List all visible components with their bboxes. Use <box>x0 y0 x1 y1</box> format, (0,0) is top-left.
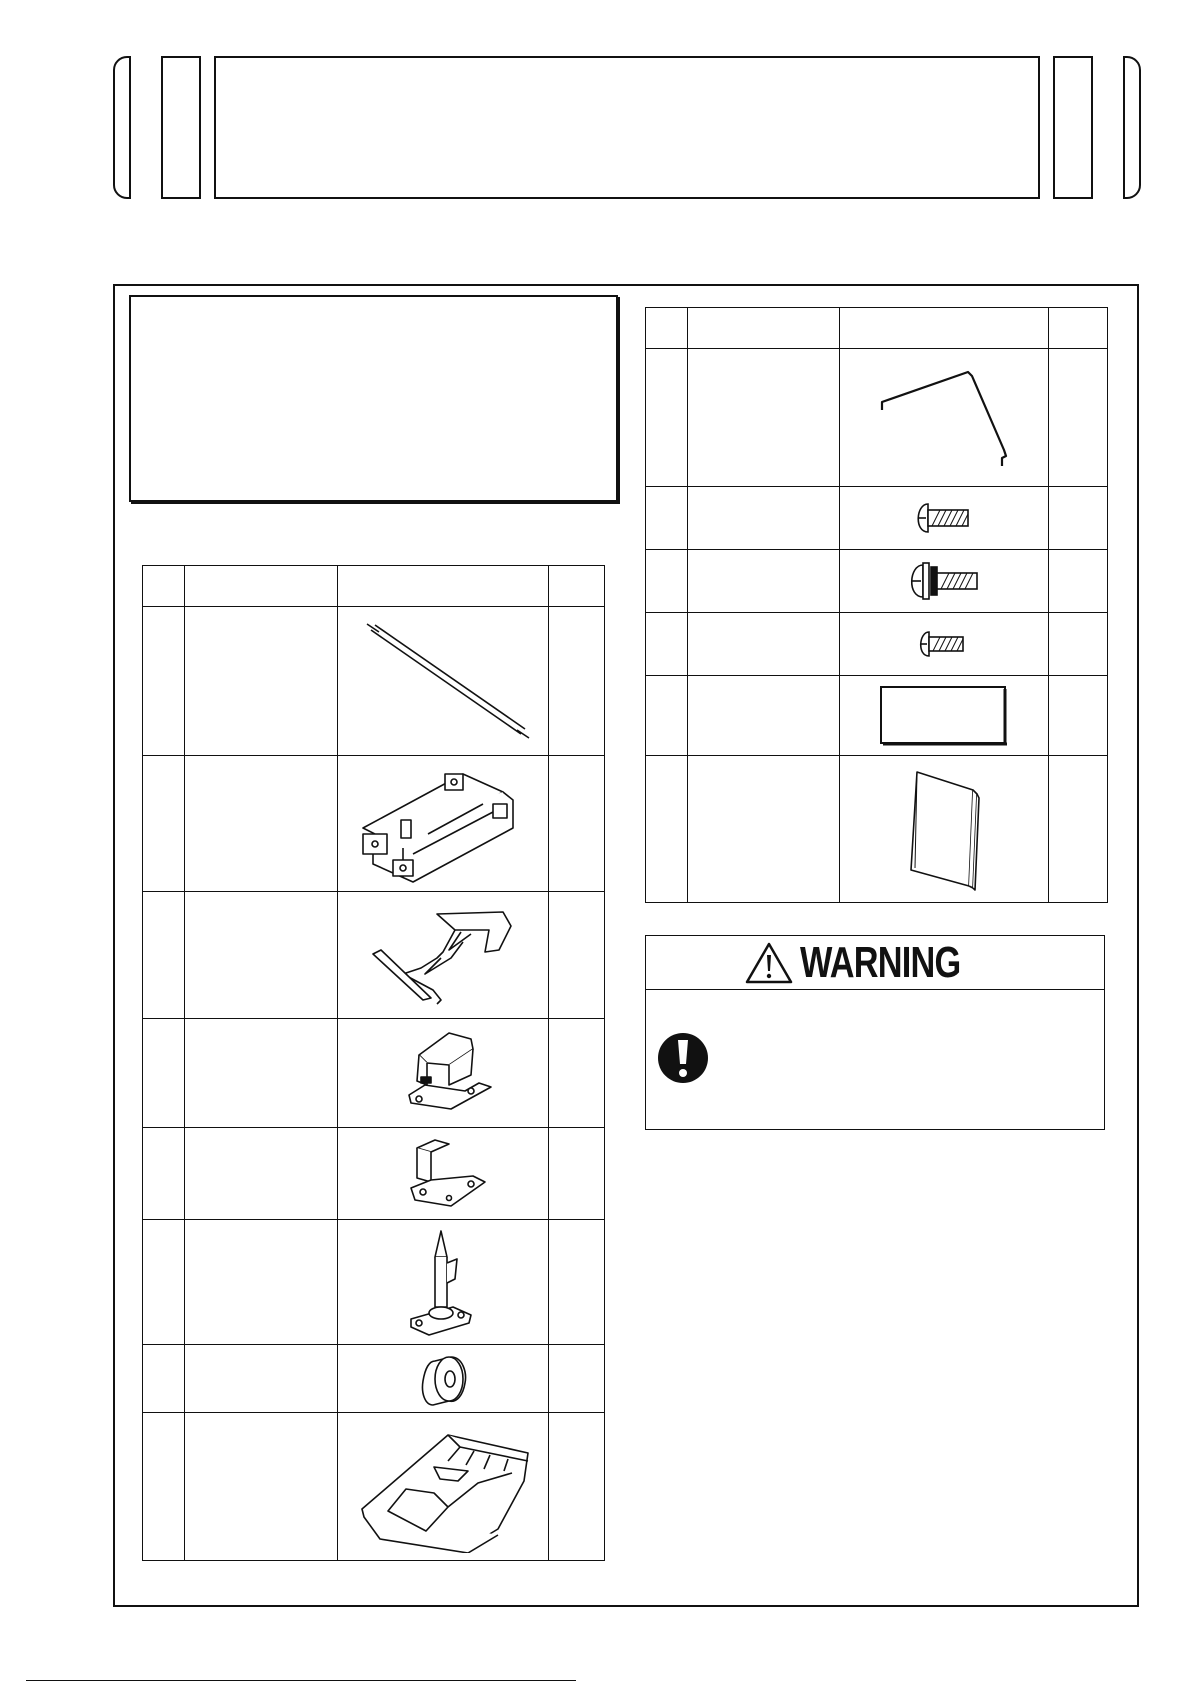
row-qty <box>1049 349 1108 487</box>
screw-washer-icon <box>899 559 989 603</box>
table-row <box>646 613 1108 676</box>
table-row <box>143 1413 605 1561</box>
row-name <box>688 613 840 676</box>
banner-title-box <box>214 56 1040 199</box>
row-qty <box>1049 550 1108 613</box>
header-no <box>646 308 688 349</box>
row-qty <box>549 1413 605 1561</box>
rod-icon <box>353 616 533 746</box>
header-name <box>185 566 338 607</box>
footer-rule <box>26 1680 576 1681</box>
warning-title: WARNING <box>800 937 961 987</box>
guide-plate-icon <box>353 900 533 1010</box>
parts-table-left <box>142 565 605 1561</box>
row-qty <box>1049 676 1108 756</box>
table-row <box>143 1128 605 1220</box>
table-header-row <box>646 308 1108 349</box>
parts-table-right <box>645 307 1108 903</box>
row-qty <box>549 607 605 756</box>
table-row <box>646 349 1108 487</box>
roller-icon <box>353 1349 533 1409</box>
row-qty <box>549 1345 605 1413</box>
table-row <box>143 1220 605 1345</box>
row-no <box>143 1128 185 1220</box>
header-qty <box>549 566 605 607</box>
row-no <box>143 1345 185 1413</box>
header-banner <box>113 56 1141 197</box>
header-no <box>143 566 185 607</box>
table-row <box>143 756 605 892</box>
row-name <box>185 1345 338 1413</box>
table-row <box>646 676 1108 756</box>
header-shape <box>840 308 1049 349</box>
manual-icon <box>889 764 999 894</box>
table-row <box>143 1019 605 1128</box>
row-qty <box>549 756 605 892</box>
row-no <box>143 892 185 1019</box>
holder-icon <box>353 1025 533 1121</box>
warning-box <box>645 935 1105 1130</box>
row-qty <box>1049 487 1108 550</box>
row-no <box>646 550 688 613</box>
table-row <box>143 892 605 1019</box>
row-no <box>143 1019 185 1128</box>
frame-bracket-icon <box>353 764 533 884</box>
row-no <box>646 756 688 903</box>
row-name <box>185 607 338 756</box>
row-qty <box>549 1019 605 1128</box>
small-screw-icon <box>909 626 979 662</box>
row-no <box>143 1413 185 1561</box>
row-no <box>646 613 688 676</box>
bent-wire-icon <box>854 358 1034 478</box>
row-qty <box>1049 613 1108 676</box>
label-icon <box>879 685 1009 747</box>
warning-header <box>646 936 1104 990</box>
row-name <box>688 550 840 613</box>
header-name <box>688 308 840 349</box>
row-no <box>143 607 185 756</box>
screw-icon <box>904 498 984 538</box>
row-name <box>185 1019 338 1128</box>
table-header-row <box>143 566 605 607</box>
row-name <box>688 676 840 756</box>
row-qty <box>549 1220 605 1345</box>
header-shape <box>338 566 549 607</box>
table-row <box>646 550 1108 613</box>
row-no <box>646 349 688 487</box>
table-row <box>646 487 1108 550</box>
row-name <box>185 1128 338 1220</box>
shaft-mount-icon <box>353 1223 533 1341</box>
small-bracket-icon <box>353 1132 533 1216</box>
mandatory-action-icon <box>656 1030 710 1086</box>
row-no <box>646 676 688 756</box>
row-no <box>143 756 185 892</box>
row-qty <box>549 1128 605 1220</box>
table-row <box>143 607 605 756</box>
row-name <box>185 892 338 1019</box>
banner-tab-right <box>1053 56 1093 199</box>
table-row <box>646 756 1108 903</box>
row-qty <box>1049 756 1108 903</box>
row-name <box>688 756 840 903</box>
header-qty <box>1049 308 1108 349</box>
banner-cap-left <box>113 56 131 199</box>
table-row <box>143 1345 605 1413</box>
row-name <box>185 1413 338 1561</box>
banner-tab-left <box>161 56 201 199</box>
notice-box <box>129 295 618 502</box>
row-name <box>185 1220 338 1345</box>
warning-body <box>646 990 1104 1128</box>
row-name <box>185 756 338 892</box>
row-name <box>688 487 840 550</box>
row-no <box>646 487 688 550</box>
warning-triangle-icon <box>744 941 794 985</box>
banner-cap-right <box>1123 56 1141 199</box>
tray-icon <box>348 1421 538 1553</box>
row-name <box>688 349 840 487</box>
row-no <box>143 1220 185 1345</box>
row-qty <box>549 892 605 1019</box>
